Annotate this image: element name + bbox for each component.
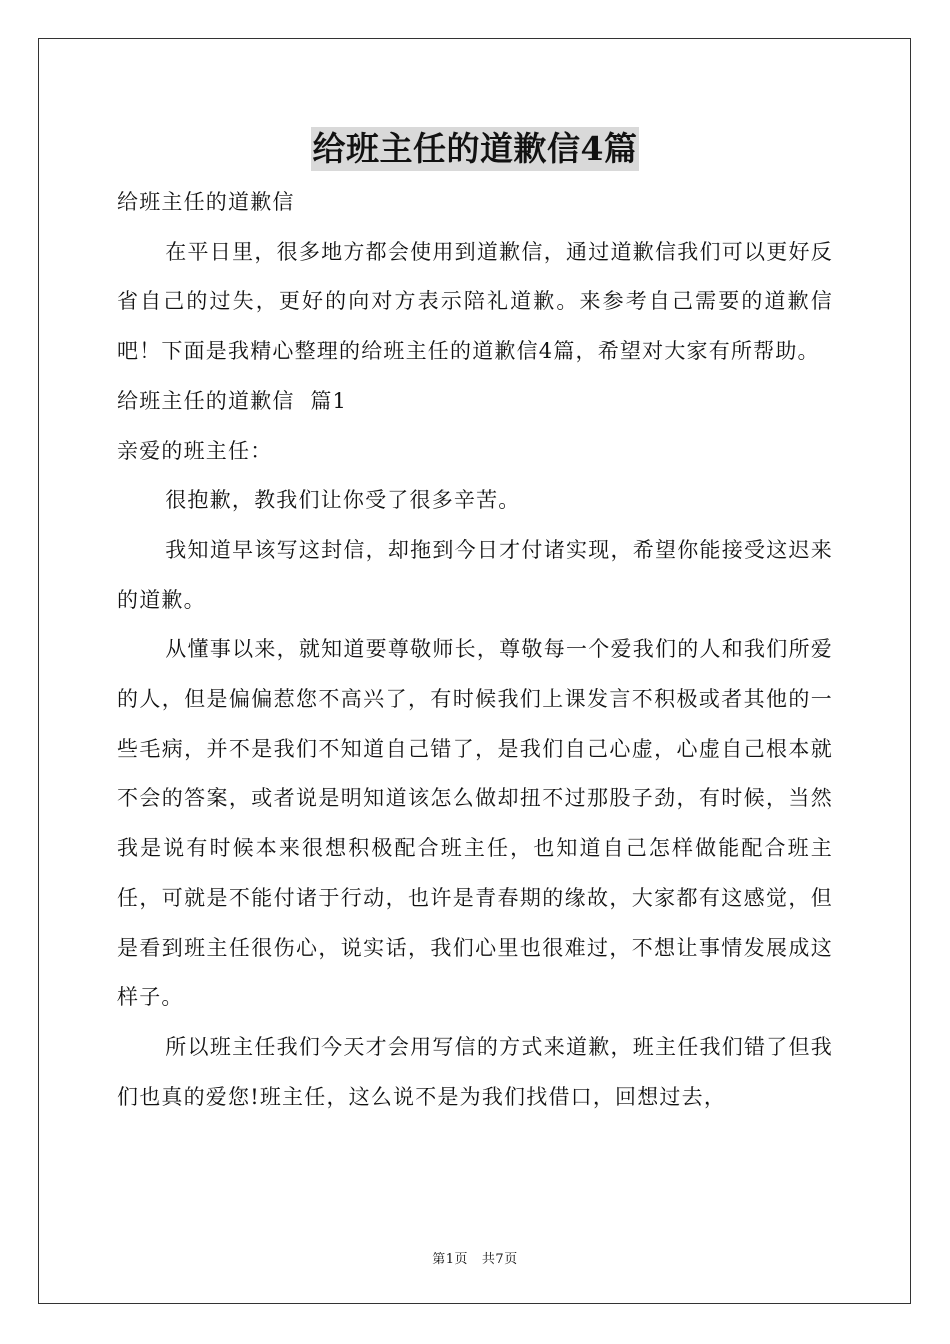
document-body bbox=[117, 178, 833, 1122]
paragraph-0: 给班主任的道歉信 bbox=[117, 190, 295, 214]
paragraph-1: 在平日里，很多地方都会使用到道歉信，通过道歉信我们可以更好反省自己的过失，更好的向对方表示陪礼道歉。来参考自己需要的道歉信吧！下面是我精心整理的给班主任的道歉信4篇，希望对大家有所帮助。 bbox=[117, 239, 833, 364]
paragraph-4: 很抱歉，教我们让你受了很多辛苦。 bbox=[165, 488, 521, 513]
paragraph-2: 给班主任的道歉信 篇1 bbox=[117, 388, 348, 413]
paragraph-6: 从懂事以来，就知道要尊敬师长，尊敬每一个爱我们的人和我们所爱的人，但是偏偏惹您不高兴了，有时候我们上课发言不积极或者其他的一些毛病，并不是我们不知道自己错了，是我们自己心虚，心虚自己根本就不会的答案，或者说是明知道该怎么做却扭不过那股子劲，有时候，当然我是说有时候本来很想积极配合班主任，也知道自己怎样做能配合班主任，可就是不能付诸于行动，也许是青春期的缘故，大家都有这感觉，但是看到班主任很伤心，说实话，我们心里也很难过，不想让事情发展成这样子。 bbox=[117, 637, 833, 1010]
page-footer: 第1页 共7页 bbox=[432, 1252, 518, 1267]
paragraph-5: 我知道早该写这封信，却拖到今日才付诸实现，希望你能接受这迟来的道歉。 bbox=[117, 537, 833, 612]
title-container bbox=[0, 127, 950, 171]
paragraph-3: 亲爱的班主任： bbox=[117, 438, 273, 463]
document-title: 给班主任的道歉信4篇 bbox=[311, 127, 640, 171]
paragraph-7: 所以班主任我们今天才会用写信的方式来道歉，班主任我们错了但我们也真的爱您!班主任，这么说不是为我们找借口，回想过去， bbox=[117, 1034, 833, 1109]
